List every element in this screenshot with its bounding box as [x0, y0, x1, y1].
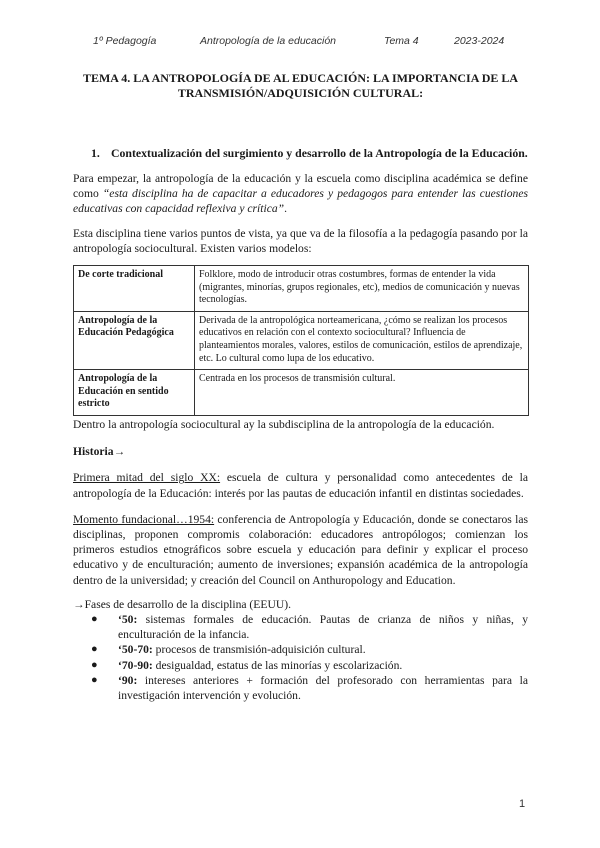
list-item — [73, 673, 528, 703]
header-course: 1º Pedagogía — [93, 35, 157, 47]
history-label: Momento fundacional…1954: — [73, 512, 215, 526]
list-item — [73, 612, 528, 642]
phase-text: procesos de transmisión-adquisición cultural. — [152, 643, 366, 657]
model-description: Derivada de la antropológica norteamericana, ¿cómo se realizan los procesos educativos en relación con el contexto sociocultural? Influencia de planteamientos morales, valores, estilos de comunicación, estilos de aprendizaje, etc. Lo cultural como lupa de los educativo. — [195, 311, 529, 369]
phase-text: desigualdad, estatus de las minorías y escolarización. — [152, 658, 403, 672]
document-body — [73, 71, 528, 703]
history-label: Primera mitad del siglo XX: — [73, 471, 221, 485]
list-item — [73, 642, 528, 657]
section-number: 1. — [91, 146, 100, 160]
model-description: Folklore, modo de introducir otras costumbres, formas de entender la vida (migrantes, minorías, grupos regionales, etc), medios de comunicación y nuevas tecnologías. — [195, 266, 529, 312]
phase-period: ‘90: — [118, 673, 138, 687]
phase-period: ‘50: — [118, 612, 138, 626]
section-heading — [73, 145, 528, 161]
intro-paragraph — [73, 171, 528, 217]
phase-period: ‘50-70: — [118, 643, 153, 657]
page-header — [0, 35, 600, 51]
phase-text: sistemas formales de educación. Pautas de crianza de niños y niñas, y enculturación de la infancia. — [118, 612, 528, 642]
phase-period: ‘70-90: — [118, 658, 153, 672]
bullet-icon: ● — [91, 612, 98, 625]
document-title: TEMA 4. LA ANTROPOLOGÍA DE AL EDUCACIÓN: LA IMPORTANCIA DE LA TRANSMISIÓN/ADQUISICIÓN CULTURAL: — [82, 71, 519, 100]
header-subject: Antropología de la educación — [200, 35, 337, 47]
phase-text: intereses anteriores + formación del profesorado con herramientas para la investigación intervención y evolución. — [118, 673, 528, 702]
header-unit: Tema 4 — [384, 35, 419, 47]
section-title: Contextualización del surgimiento y desarrollo de la Antropología de la Educación. — [111, 146, 528, 160]
page-number: 1 — [519, 798, 526, 810]
intro-end: . — [284, 202, 287, 216]
intro-text: Para empezar, la antropología de la educación y la escuela como disciplina académica se define como — [73, 172, 528, 201]
list-item — [73, 658, 528, 673]
phases-intro: →Fases de desarrollo de la disciplina (EEUU). — [73, 597, 291, 611]
header-year: 2023-2024 — [454, 35, 505, 47]
model-description: Centrada en los procesos de transmisión cultural. — [195, 370, 529, 416]
bullet-icon: ● — [91, 673, 98, 686]
models-table — [73, 265, 529, 416]
history-heading: Historia→ — [73, 445, 126, 459]
bullet-icon: ● — [91, 643, 98, 656]
phases-list — [73, 612, 528, 703]
history-text: conferencia de Antropología y Educación, donde se conectaros las disciplinas, proponen compromis colaboración: educadores antropólogos; comienzan los primeros estudios etnográficos sobre escuela y educación para definir y explicar el proceso educativo y de enculturación; aumento de inversiones; expansión académica de la antropología dentro de la universidad; y creación del Council on Anthuropology and Education. — [73, 512, 528, 587]
table-row — [74, 370, 529, 416]
history-paragraph — [73, 512, 528, 588]
table-row — [74, 266, 529, 312]
intro-quote: “esta disciplina ha de capacitar a educadores y pedagogos para entender las cuestiones educativas con capacidad reflexiva y crítica” — [73, 187, 529, 216]
table-row — [74, 311, 529, 369]
history-paragraph — [73, 470, 528, 500]
bullet-icon: ● — [91, 658, 98, 671]
history-text: escuela de cultura y personalidad como antecedentes de la antropología de la Educación: interés por las pautas de educación infantil en distintas sociedades. — [73, 471, 528, 500]
viewpoints-paragraph: Esta disciplina tiene varios puntos de vista, ya que va de la filosofía a la pedagogía pasando por la antropología sociocultural. Existen varios modelos: — [73, 226, 528, 255]
model-name: Antropología de la Educación Pedagógica — [74, 311, 195, 369]
after-table-paragraph: Dentro la antropología sociocultural ay la subdisciplina de la antropología de la educación. — [73, 417, 495, 431]
model-name: Antropología de la Educación en sentido estricto — [74, 370, 195, 416]
model-name: De corte tradicional — [74, 266, 195, 312]
